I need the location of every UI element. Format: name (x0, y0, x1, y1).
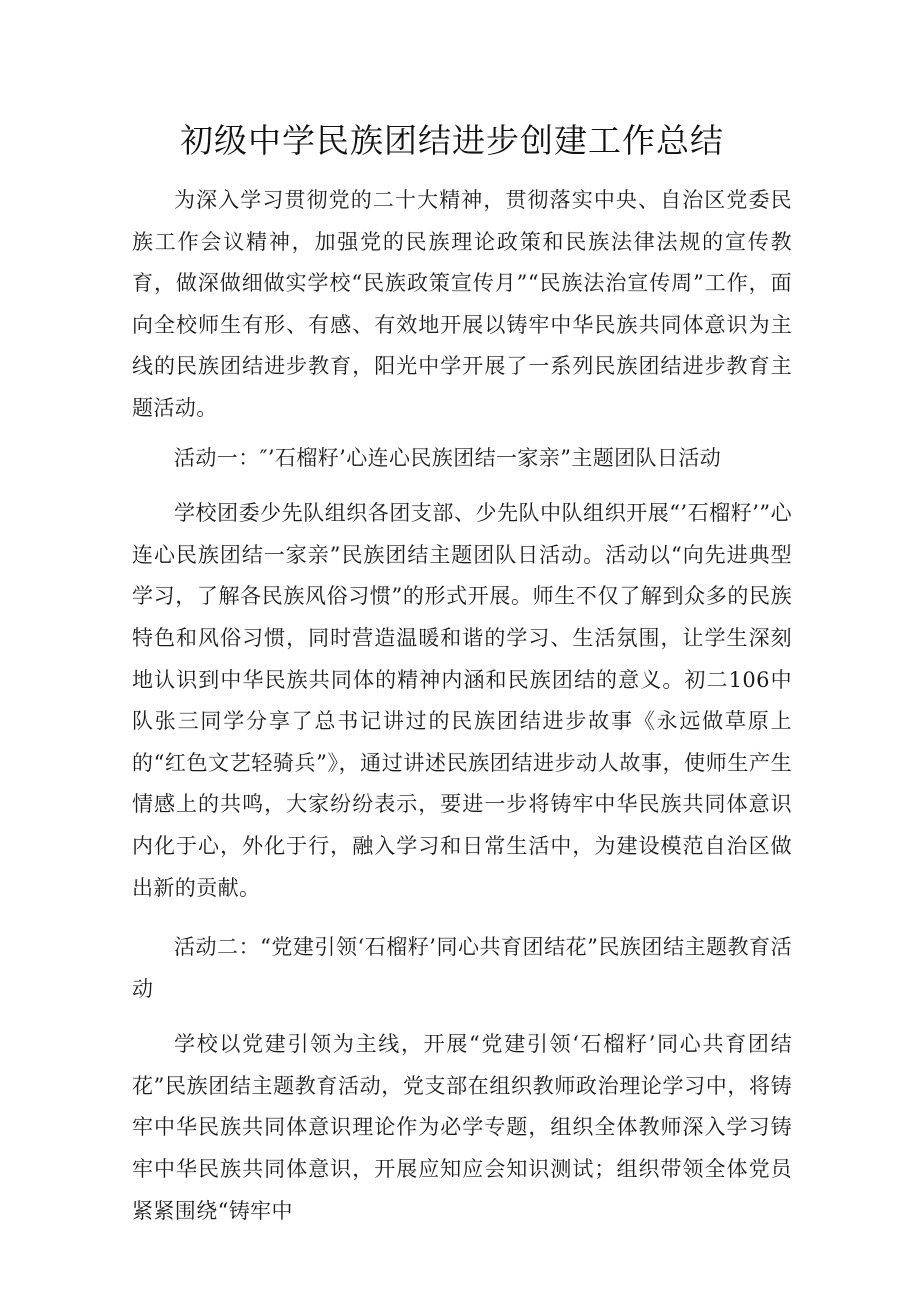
intro-paragraph: 为深入学习贯彻党的二十大精神，贯彻落实中央、自治区党委民族工作会议精神，加强党的民族理论政策和民族法律法规的宣传教育，做深做细做实学校“民族政策宣传月”“民族法治宣传周”工作，面向全校师生有形、有感、有效地开展以铸牢中华民族共同体意识为主线的民族团结进步教育，阳光中学开展了一系列民族团结进步教育主题活动。 (132, 188, 792, 420)
document-title: 初级中学民族团结进步创建工作总结 (180, 121, 724, 160)
activity2-heading: 活动二：“党建引领‘石榴籽’同心共育团结花”民族团结主题教育活动 (132, 935, 792, 1001)
activity1-paragraph: 学校团委少先队组织各团支部、少先队中队组织开展“’石榴籽’”心连心民族团结一家亲”民族团结主题团队日活动。活动以“向先进典型学习，了解各民族风俗习惯”的形式开展。师生不仅了解到众多的民族特色和风俗习惯，同时营造温暖和谐的学习、生活氛围，让学生深刻地认识到中华民族共同体的精神内涵和民族团结的意义。初二106中队张三同学分享了总书记讲过的民族团结进步故事《永远做草原上的“红色文艺轻骑兵”》，通过讲述民族团结进步动人故事，使师生产生情感上的共鸣，大家纷纷表示，要进一步将铸牢中华民族共同体意识内化于心，外化于行，融入学习和日常生活中，为建设模范自治区做出新的贡献。 (132, 501, 792, 900)
activity2-paragraph: 学校以党建引领为主线，开展“党建引领‘石榴籽’同心共育团结花”民族团结主题教育活动，党支部在组织教师政治理论学习中，将铸牢中华民族共同体意识理论作为必学专题，组织全体教师深入学习铸牢中华民族共同体意识，开展应知应会知识测试；组织带领全体党员紧紧围绕“铸牢中 (132, 1032, 792, 1223)
activity1-heading: 活动一：″’石榴籽’心连心民族团结一家亲”主题团队日活动 (174, 445, 722, 470)
